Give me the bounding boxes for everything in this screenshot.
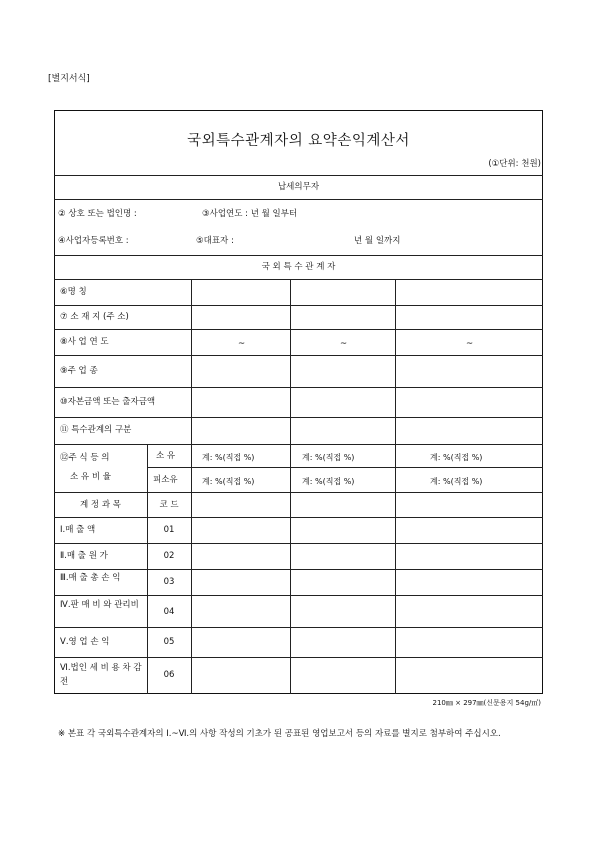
tilde-mark: ~ <box>466 339 474 349</box>
account-code: 05 <box>163 637 175 647</box>
divider <box>54 543 543 544</box>
tilde-mark: ~ <box>340 339 348 349</box>
divider <box>395 279 396 694</box>
divider <box>54 517 543 518</box>
account-code: 02 <box>163 551 175 561</box>
ownership-label-1: ⑫주 식 등 의 <box>60 453 110 463</box>
divider <box>54 492 543 493</box>
row-label-capital: ⑩자본금액 또는 출자금액 <box>60 397 156 407</box>
account-label-pretax: Ⅵ.법인 세 비 용 차 감 전 <box>60 663 142 687</box>
trade-name-label: ② 상호 또는 법인명 : <box>58 209 137 219</box>
divider <box>147 492 148 694</box>
row-label-address: ⑦ 소 재 지 (주 소) <box>60 312 129 322</box>
accounts-code-header: 코 드 <box>159 500 179 510</box>
divider <box>54 329 543 330</box>
row-label-name: ⑥명 칭 <box>60 287 87 297</box>
paper-size-note: 210㎜ × 297㎜(신문용지 54g/㎡) <box>432 699 541 707</box>
divider <box>54 417 543 418</box>
divider <box>54 305 543 306</box>
own-label: 소 유 <box>156 451 176 461</box>
page-title: 국외특수관계자의 요약손익계산서 <box>187 133 410 149</box>
divider <box>54 175 543 176</box>
divider <box>54 569 543 570</box>
owned-pct-1: 계: %(직접 %) <box>202 477 255 486</box>
owned-pct-3: 계: %(직접 %) <box>430 477 483 486</box>
divider <box>54 444 543 445</box>
divider <box>290 279 291 694</box>
divider <box>147 444 148 492</box>
owned-pct-2: 계: %(직접 %) <box>302 477 355 486</box>
accounts-subject-header: 계 정 과 목 <box>80 500 121 510</box>
fiscal-year-end-label: 년 월 일까지 <box>354 236 401 246</box>
ownership-label-2: 소 유 비 율 <box>70 472 111 482</box>
own-pct-3: 계: %(직접 %) <box>430 453 483 462</box>
divider <box>54 279 543 280</box>
footnote: ※ 본표 각 국외특수관계자의 Ⅰ.~Ⅵ.의 사항 작성의 기초가 된 공표된 영업보고서 등의 자료를 별지로 첨부하여 주십시오. <box>58 729 501 739</box>
divider <box>54 355 543 356</box>
row-label-business: ⑨주 업 종 <box>60 366 98 376</box>
divider <box>54 199 543 200</box>
account-code: 04 <box>163 607 175 617</box>
account-label-cogs: Ⅱ.매 출 원 가 <box>60 551 108 561</box>
divider <box>191 279 192 694</box>
row-label-relationship: ⑪ 특수관계의 구분 <box>60 425 132 435</box>
account-label-revenue: Ⅰ.매 출 액 <box>60 525 96 535</box>
divider <box>54 387 543 388</box>
own-pct-2: 계: %(직접 %) <box>302 453 355 462</box>
account-label-sga: Ⅳ.판 매 비 와 관리비 <box>60 600 139 610</box>
account-label-operating: Ⅴ.영 업 손 익 <box>60 637 110 647</box>
form-label: [별지서식] <box>48 74 90 84</box>
tilde-mark: ~ <box>238 339 246 349</box>
representative-label: ⑤대표자 : <box>196 236 234 246</box>
own-pct-1: 계: %(직접 %) <box>202 453 255 462</box>
unit-label: (①단위: 천원) <box>488 159 541 169</box>
divider <box>147 467 543 468</box>
account-code: 03 <box>163 577 175 587</box>
account-label-gross: Ⅲ.매 출 총 손 익 <box>60 573 121 583</box>
divider <box>54 595 543 596</box>
divider <box>54 627 543 628</box>
row-label-fiscal-year: ⑧사 업 연 도 <box>60 337 109 347</box>
owned-label: 피소유 <box>153 475 178 485</box>
account-code: 01 <box>163 525 175 535</box>
account-code: 06 <box>163 670 175 680</box>
divider <box>54 255 543 256</box>
fiscal-year-label: ③사업연도 : 년 월 일부터 <box>202 209 298 219</box>
reg-no-label: ④사업자등록번호 : <box>58 236 129 246</box>
related-party-header: 국 외 특 수 관 계 자 <box>261 262 336 272</box>
taxpayer-header: 납세의무자 <box>277 182 320 192</box>
divider <box>54 657 543 658</box>
